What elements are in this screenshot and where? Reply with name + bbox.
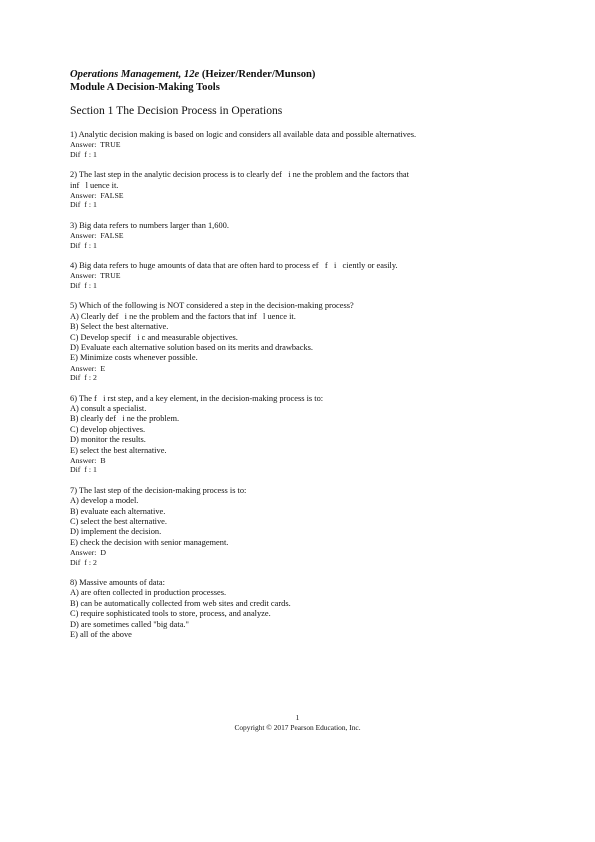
answer-line: Answer: B [70, 455, 106, 465]
question-line: B) clearly def i ne the problem. [70, 414, 180, 424]
question-text: 7) The last step of the decision-making process is to: [70, 485, 247, 495]
answer-line: Answer: E [70, 363, 106, 373]
difficulty-line: Dif f : 1 [70, 240, 97, 250]
question-line: inf l uence it. [70, 180, 119, 190]
question-text: 6) The f i rst step, and a key element, in the decision-making process is to: [70, 393, 324, 403]
question-line: B) evaluate each alternative. [70, 506, 166, 516]
question-text: 2) The last step in the analytic decision process is to clearly def i ne the problem and the factors that [70, 170, 409, 180]
difficulty-line: Dif f : 1 [70, 200, 97, 210]
question-line: E) Minimize costs whenever possible. [70, 353, 198, 363]
question-block [70, 301, 540, 382]
answer-line: Answer: D [70, 548, 106, 558]
copyright-notice: Copyright © 2017 Pearson Education, Inc. [234, 723, 361, 732]
page-number: 1 [295, 713, 300, 722]
book-title-italic: Operations Management, 12e [70, 69, 200, 80]
question-block [70, 221, 540, 250]
section-title: Section 1 The Decision Process in Operations [70, 104, 283, 117]
document-page [70, 68, 540, 651]
question-block [70, 170, 540, 210]
question-block [70, 261, 540, 290]
question-line: D) Evaluate each alternative solution based on its merits and drawbacks. [70, 342, 314, 352]
question-line: C) select the best alternative. [70, 517, 167, 526]
question-line: B) can be automatically collected from web sites and credit cards. [70, 598, 291, 608]
question-text: 1) Analytic decision making is based on logic and considers all available data and possible alternatives. [70, 130, 417, 139]
question-block [70, 578, 540, 640]
question-line: A) Clearly def i ne the problem and the factors that inf l uence it. [70, 311, 296, 321]
book-title [70, 68, 540, 81]
question-line: D) implement the decision. [70, 527, 162, 537]
question-block [70, 486, 540, 567]
question-text: 5) Which of the following is NOT considered a step in the decision-making process? [70, 301, 354, 311]
difficulty-line: Dif f : 2 [70, 373, 97, 383]
question-text: 4) Big data refers to huge amounts of data that are often hard to process ef f i ciently or easily. [70, 261, 398, 271]
question-block [70, 394, 540, 475]
question-block [70, 130, 540, 159]
question-line: E) check the decision with senior management. [70, 537, 229, 547]
question-text: 8) Massive amounts of data: [70, 578, 165, 588]
answer-line: Answer: TRUE [70, 271, 121, 281]
question-line: D) monitor the results. [70, 435, 146, 445]
question-line: E) select the best alternative. [70, 445, 167, 455]
question-line: C) Develop specif i c and measurable objectives. [70, 332, 238, 342]
answer-line: Answer: FALSE [70, 231, 124, 241]
difficulty-line: Dif f : 1 [70, 465, 97, 475]
question-line: C) require sophisticated tools to store, process, and analyze. [70, 609, 271, 619]
question-list [70, 130, 540, 640]
question-line: A) develop a model. [70, 496, 139, 506]
book-authors: (Heizer/Render/Munson) [199, 69, 316, 80]
question-line: A) are often collected in production processes. [70, 588, 227, 598]
question-line: E) all of the above [70, 630, 132, 640]
answer-line: Answer: FALSE [70, 191, 124, 201]
module-title: Module A Decision-Making Tools [70, 82, 220, 93]
question-line: B) Select the best alternative. [70, 322, 169, 332]
question-text: 3) Big data refers to numbers larger than 1,600. [70, 220, 229, 230]
difficulty-line: Dif f : 1 [70, 280, 97, 290]
question-line: A) consult a specialist. [70, 403, 147, 413]
difficulty-line: Dif f : 1 [70, 149, 97, 159]
answer-line: Answer: TRUE [70, 140, 121, 150]
question-line: C) develop objectives. [70, 424, 146, 434]
question-line: D) are sometimes called "big data." [70, 619, 189, 629]
difficulty-line: Dif f : 2 [70, 557, 97, 567]
